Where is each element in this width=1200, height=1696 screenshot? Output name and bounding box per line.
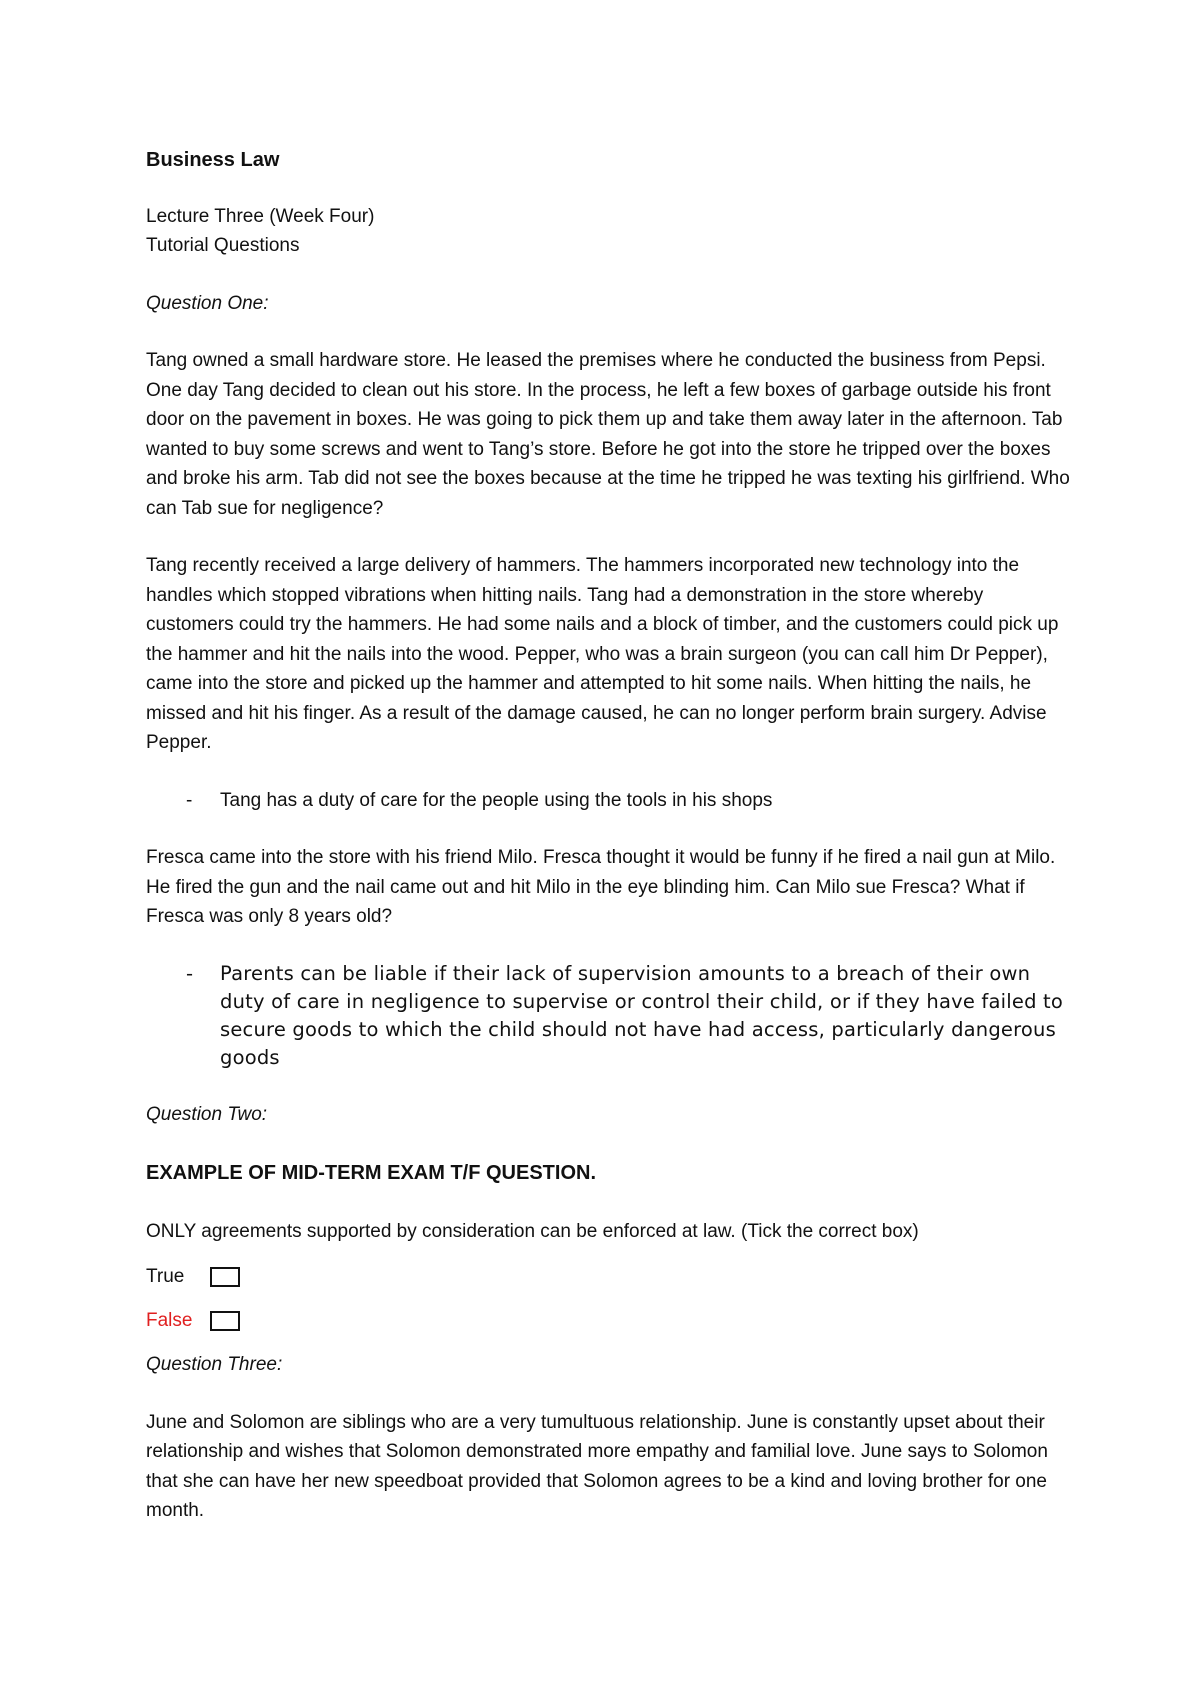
false-label: False [146, 1310, 193, 1332]
question-one-paragraph-3: Fresca came into the store with his friend Milo. Fresca thought it would be funny if he fired a nail gun at Milo. He fired the gun and the nail came out and hit Milo in the eye blinding him. Can Milo sue Fresca? What if Fresca was only 8 years old? [146, 847, 1056, 927]
true-label: True [146, 1266, 185, 1288]
example-heading: EXAMPLE OF MID-TERM EXAM T/F QUESTION. [146, 1162, 596, 1184]
question-three-paragraph: June and Solomon are siblings who are a very tumultuous relationship. June is constantly upset about their relationship and wishes that Solomon demonstrated more empathy and familial love. June says to Solomon that she can have her new speedboat provided that Solomon agrees to be a kind and loving brother for one month. [146, 1411, 1048, 1521]
false-option [146, 1306, 1071, 1336]
question-one-paragraph-2: Tang recently received a large delivery of hammers. The hammers incorporated new technology into the handles which stopped vibrations when hitting nails. Tang had a demonstration in the store whereby customers could try the hammers. He had some nails and a block of timber, and the customers could pick up the hammer and hit the nails into the wood. Pepper, who was a brain surgeon (you can call him Dr Pepper), came into the store and picked up the hammer and attempted to hit some nails. When hitting the nails, he missed and hit his finger. As a result of the damage caused, he can no longer perform brain surgery. Advise Pepper. [146, 555, 1059, 753]
true-checkbox[interactable] [210, 1267, 240, 1287]
tf-statement: ONLY agreements supported by consideration can be enforced at law. (Tick the correct box) [146, 1220, 919, 1242]
tutorial-label: Tutorial Questions [146, 235, 300, 256]
true-option [146, 1262, 1071, 1292]
false-checkbox[interactable] [210, 1311, 240, 1331]
lecture-label: Lecture Three (Week Four) [146, 205, 375, 227]
question-three-heading: Question Three: [146, 1354, 283, 1375]
bullet-parents-liable [186, 960, 1071, 1072]
bullet-dash: - [186, 789, 193, 811]
bullet-text: Parents can be liable if their lack of supervision amounts to a breach of their own duty of care in negligence to supervise or control their child, or if they have failed to secure goods to which the child should not have had access, particularly dangerous goods [220, 961, 1064, 1069]
document-title: Business Law [146, 149, 280, 171]
bullet-text: Tang has a duty of care for the people using the tools in his shops [220, 789, 773, 811]
question-one-paragraph-1: Tang owned a small hardware store. He leased the premises where he conducted the business from Pepsi. One day Tang decided to clean out his store. In the process, he left a few boxes of garbage outside his front door on the pavement in boxes. He was going to pick them up and take them away later in the afternoon. Tab wanted to buy some screws and went to Tang’s store. Before he got into the store he tripped over the boxes and broke his arm. Tab did not see the boxes because at the time he tripped he was texting his girlfriend. Who can Tab sue for negligence? [146, 350, 1070, 519]
question-two-heading: Question Two: [146, 1103, 268, 1125]
bullet-duty-of-care [186, 786, 1071, 816]
bullet-dash: - [186, 961, 194, 985]
document-content [146, 146, 1071, 1526]
question-one-heading: Question One: [146, 292, 269, 314]
